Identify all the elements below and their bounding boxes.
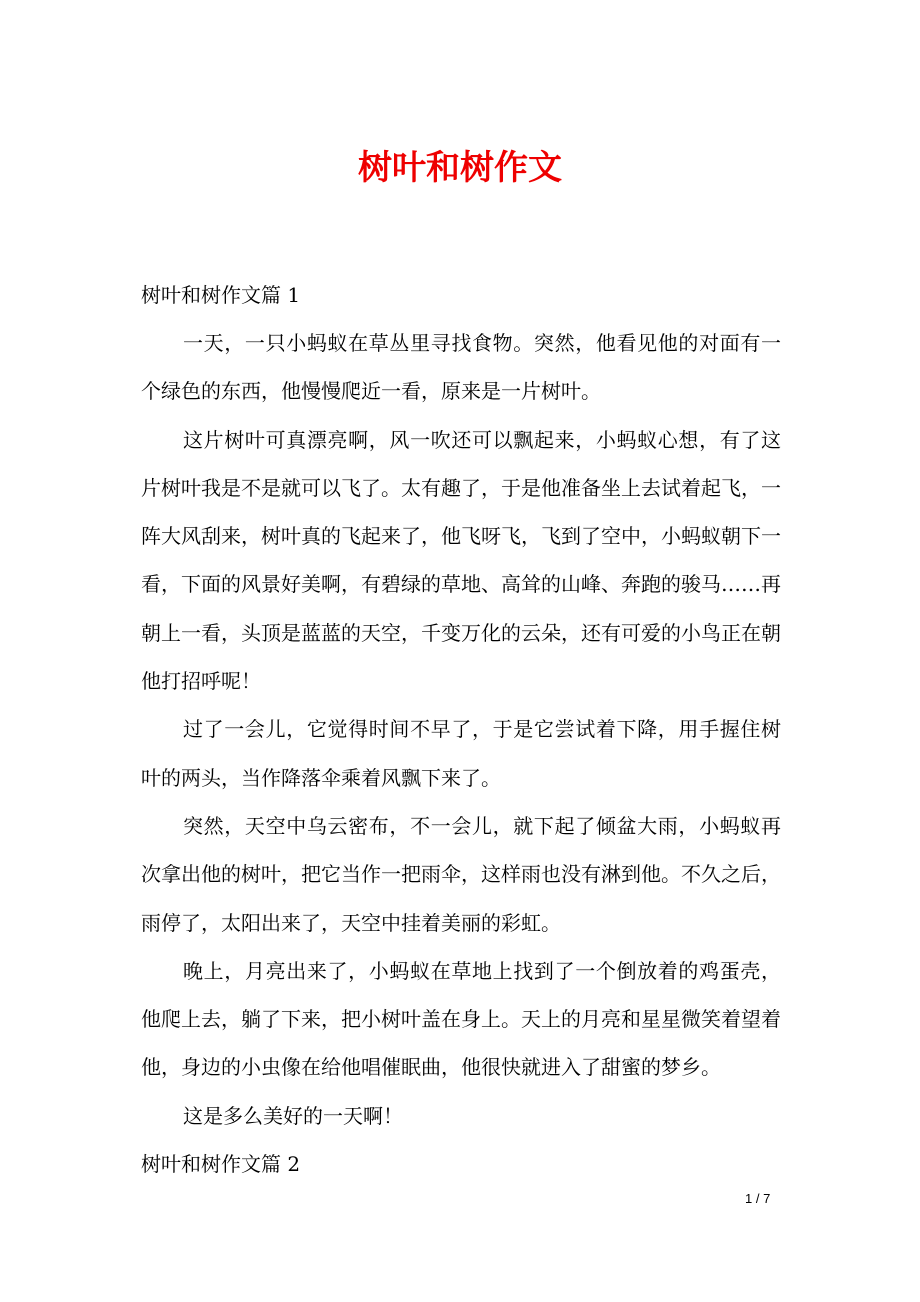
paragraph-5: 晚上，月亮出来了，小蚂蚁在草地上找到了一个倒放着的鸡蛋壳，他爬上去，躺了下来，把小树叶盖在身上。天上的月亮和星星微笑着望着他，身边的小虫像在给他唱催眠曲，他很快就进入了甜蜜的梦乡。 xyxy=(141,958,781,1080)
document-body xyxy=(141,271,781,1188)
paragraph-2: 这片树叶可真漂亮啊，风一吹还可以飘起来，小蚂蚁心想，有了这片树叶我是不是就可以飞了。太有趣了，于是他准备坐上去试着起飞，一阵大风刮来，树叶真的飞起来了，他飞呀飞，飞到了空中，小蚂蚁朝下一看，下面的风景好美啊，有碧绿的草地、高耸的山峰、奔跑的骏马……再朝上一看，头顶是蓝蓝的天空，千变万化的云朵，还有可爱的小鸟正在朝他打招呼呢！ xyxy=(141,427,781,694)
document-title: 树叶和树作文 xyxy=(358,148,562,188)
section-heading-2: 树叶和树作文篇 2 xyxy=(141,1152,301,1177)
paragraph-1: 一天，一只小蚂蚁在草丛里寻找食物。突然，他看见他的对面有一个绿色的东西，他慢慢爬近一看，原来是一片树叶。 xyxy=(141,331,781,404)
page-number: 1 / 7 xyxy=(745,1191,771,1206)
section-heading-1: 树叶和树作文篇 1 xyxy=(141,283,301,307)
paragraph-6: 这是多么美好的一天啊！ xyxy=(183,1103,403,1128)
paragraph-3: 过了一会儿，它觉得时间不早了，于是它尝试着下降，用手握住树叶的两头，当作降落伞乘着风飘下来了。 xyxy=(141,717,781,790)
paragraph-4: 突然，天空中乌云密布，不一会儿，就下起了倾盆大雨，小蚂蚁再次拿出他的树叶，把它当作一把雨伞，这样雨也没有淋到他。不久之后，雨停了，太阳出来了，天空中挂着美丽的彩虹。 xyxy=(141,813,781,935)
